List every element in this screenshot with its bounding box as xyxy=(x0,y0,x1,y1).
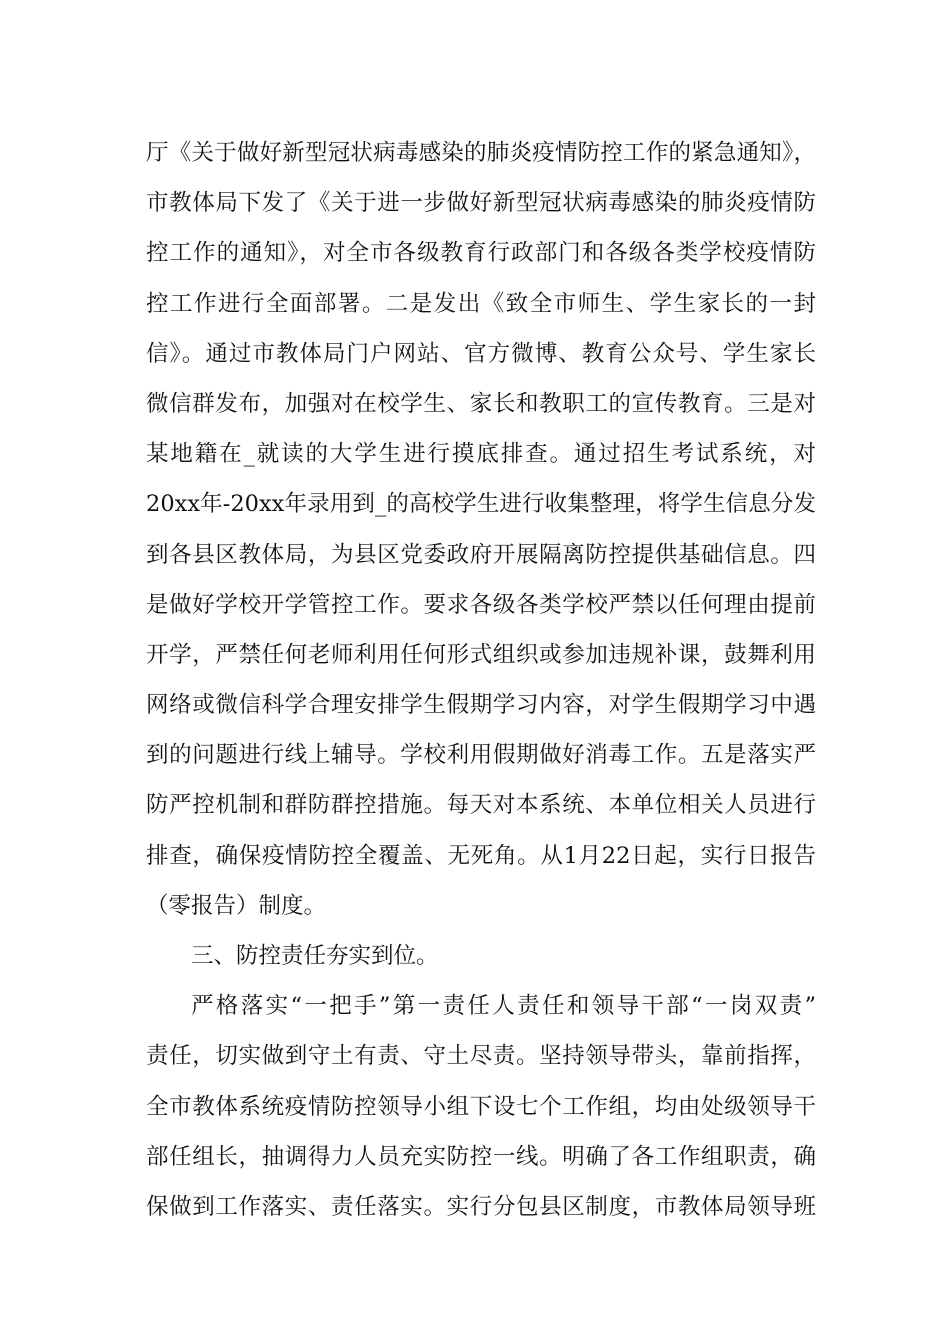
text-line: 防严控机制和群防群控措施。每天对本系统、本单位相关人员进行 xyxy=(146,792,816,819)
text-line: 责任，切实做到守土有责、守土尽责。坚持领导带头，靠前指挥， xyxy=(146,1043,816,1070)
text-line: 控工作进行全面部署。二是发出《致全市师生、学生家长的一封 xyxy=(146,290,816,317)
text-line: 某地籍在_就读的大学生进行摸底排查。通过招生考试系统，对 xyxy=(146,441,816,468)
text-line: 排查，确保疫情防控全覆盖、无死角。从1月22日起，实行日报告 xyxy=(146,842,816,869)
text-line: 部任组长，抽调得力人员充实防控一线。明确了各工作组职责，确 xyxy=(146,1143,816,1170)
text-line: 厅《关于做好新型冠状病毒感染的肺炎疫情防控工作的紧急通知》， xyxy=(146,140,816,166)
text-line: 是做好学校开学管控工作。要求各级各类学校严禁以任何理由提前 xyxy=(146,591,816,618)
text-line: 网络或微信科学合理安排学生假期学习内容，对学生假期学习中遇 xyxy=(146,692,816,719)
text-line: 到的问题进行线上辅导。学校利用假期做好消毒工作。五是落实严 xyxy=(146,742,816,769)
body-text xyxy=(146,128,816,1232)
section-heading: 三、防控责任夯实到位。 xyxy=(191,943,439,969)
text-line: 控工作的通知》，对全市各级教育行政部门和各级各类学校疫情防 xyxy=(146,240,816,267)
text-line: 到各县区教体局，为县区党委政府开展隔离防控提供基础信息。四 xyxy=(146,541,816,568)
paragraph-first-line: 严格落实“一把手”第一责任人责任和领导干部“一岗双责” xyxy=(191,993,816,1020)
text-line: 微信群发布，加强对在校学生、家长和教职工的宣传教育。三是对 xyxy=(146,390,816,417)
text-line: 保做到工作落实、责任落实。实行分包县区制度，市教体局领导班 xyxy=(146,1193,816,1220)
text-line: 市教体局下发了《关于进一步做好新型冠状病毒感染的肺炎疫情防 xyxy=(146,190,816,217)
text-line: 信》。通过市教体局门户网站、官方微博、教育公众号、学生家长 xyxy=(146,340,816,367)
text-line: 20xx年-20xx年录用到_的高校学生进行收集整理，将学生信息分发 xyxy=(146,491,816,518)
text-line: 全市教体系统疫情防控领导小组下设七个工作组，均由处级领导干 xyxy=(146,1093,816,1120)
text-line: （零报告）制度。 xyxy=(146,892,327,919)
text-line: 开学，严禁任何老师利用任何形式组织或参加违规补课，鼓舞利用 xyxy=(146,641,816,668)
